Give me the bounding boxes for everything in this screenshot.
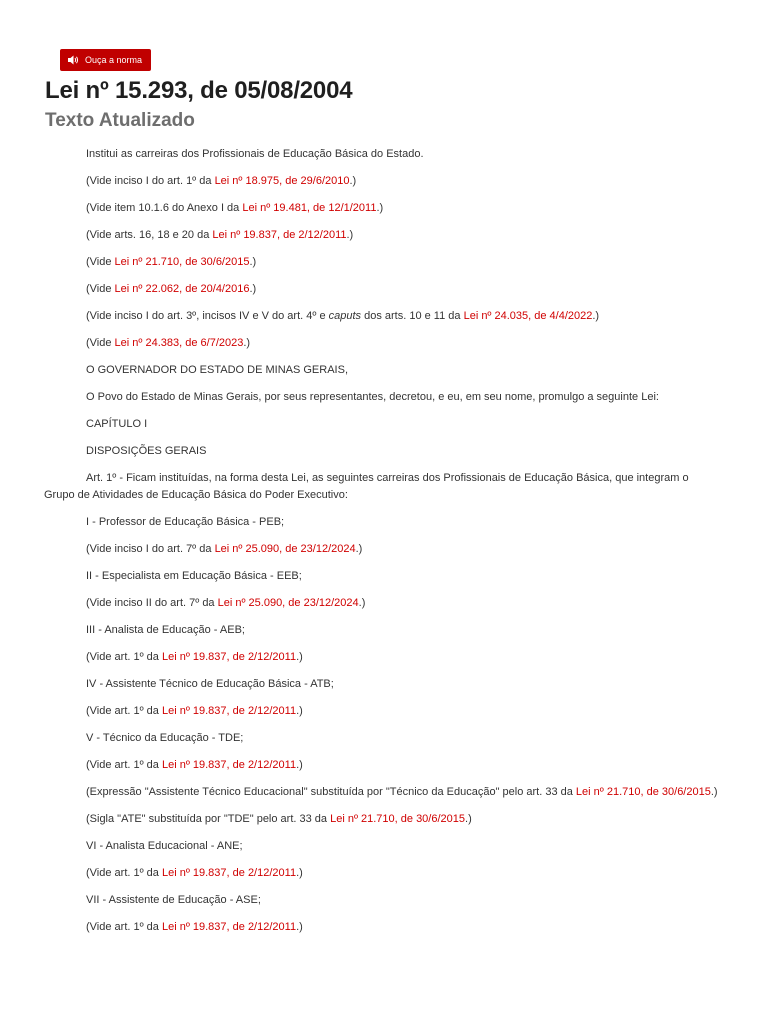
paragraph-text: .) bbox=[376, 202, 384, 214]
law-paragraph bbox=[44, 416, 720, 433]
law-reference-link[interactable]: Lei nº 19.837, de 2/12/2011 bbox=[161, 705, 297, 717]
paragraph-text: Institui as carreiras dos Profissionais de Educação Básica do Estado. bbox=[86, 148, 424, 160]
paragraph-text: (Vide inciso I do art. 1º da bbox=[86, 175, 215, 187]
paragraph-text: .) bbox=[346, 229, 354, 241]
paragraph-text: .) bbox=[358, 597, 366, 609]
law-reference-link[interactable]: Lei nº 19.837, de 2/12/2011 bbox=[212, 229, 347, 241]
paragraph-text: .) bbox=[243, 337, 251, 349]
law-paragraph bbox=[44, 227, 720, 244]
paragraph-text: Art. 1º - Ficam instituídas, na forma desta Lei, as seguintes carreiras dos Profissionais de Educação Básica, que integram o Grupo de Atividades de Educação Básica do Poder Executivo: bbox=[44, 472, 689, 501]
listen-norm-button[interactable] bbox=[60, 49, 151, 71]
paragraph-text: (Vide art. 1º da bbox=[86, 921, 162, 933]
law-reference-link[interactable]: Lei nº 21.710, de 30/6/2015 bbox=[575, 786, 711, 798]
law-paragraph bbox=[44, 568, 720, 585]
law-reference-link[interactable]: Lei nº 19.481, de 12/1/2011 bbox=[242, 202, 377, 214]
page-subtitle: Texto Atualizado bbox=[45, 110, 195, 131]
law-paragraph bbox=[44, 703, 720, 720]
law-paragraph bbox=[44, 784, 720, 801]
paragraph-text: (Sigla "ATE" substituída por "TDE" pelo art. 33 da bbox=[86, 813, 331, 825]
law-paragraph bbox=[44, 730, 720, 747]
paragraph-text: .) bbox=[296, 867, 303, 879]
paragraph-text: .) bbox=[465, 813, 472, 825]
law-paragraph bbox=[44, 649, 720, 666]
paragraph-text: .) bbox=[296, 651, 303, 663]
paragraph-text: .) bbox=[355, 543, 363, 555]
paragraph-text: O GOVERNADOR DO ESTADO DE MINAS GERAIS, bbox=[86, 364, 349, 376]
law-paragraph bbox=[44, 892, 720, 909]
paragraph-text: (Vide art. 1º da bbox=[86, 705, 162, 717]
law-paragraph bbox=[44, 308, 720, 325]
paragraph-text: (Expressão "Assistente Técnico Educacional" substituída por "Técnico da Educação" pelo art. 33 da bbox=[86, 786, 576, 798]
paragraph-text: VI - Analista Educacional - ANE; bbox=[86, 840, 243, 852]
paragraph-text: .) bbox=[296, 759, 303, 771]
law-paragraph bbox=[44, 622, 720, 639]
paragraph-text: .) bbox=[710, 786, 718, 798]
italic-text: caputs bbox=[328, 310, 362, 322]
paragraph-text: (Vide bbox=[86, 283, 115, 295]
paragraph-text: .) bbox=[249, 283, 257, 295]
law-reference-link[interactable]: Lei nº 19.837, de 2/12/2011 bbox=[161, 651, 297, 663]
paragraph-text: .) bbox=[296, 705, 303, 717]
paragraph-text: (Vide art. 1º da bbox=[86, 651, 162, 663]
law-reference-link[interactable]: Lei nº 25.090, de 23/12/2024 bbox=[217, 597, 359, 609]
speaker-icon bbox=[68, 55, 79, 65]
paragraph-text: (Vide inciso I do art. 3º, incisos IV e V do art. 4º e bbox=[86, 310, 329, 322]
paragraph-text: O Povo do Estado de Minas Gerais, por seus representantes, decretou, e eu, em seu nome, promulgo a seguinte Lei: bbox=[86, 391, 659, 403]
law-paragraph bbox=[44, 514, 720, 531]
law-paragraph bbox=[44, 389, 720, 406]
law-paragraph bbox=[44, 676, 720, 693]
paragraph-text: .) bbox=[592, 310, 600, 322]
paragraph-text: DISPOSIÇÕES GERAIS bbox=[86, 445, 207, 457]
paragraph-text: .) bbox=[296, 921, 303, 933]
paragraph-text: dos arts. 10 e 11 da bbox=[361, 310, 464, 322]
law-reference-link[interactable]: Lei nº 25.090, de 23/12/2024 bbox=[214, 543, 356, 555]
paragraph-text: (Vide arts. 16, 18 e 20 da bbox=[86, 229, 213, 241]
law-paragraph bbox=[44, 838, 720, 855]
law-reference-link[interactable]: Lei nº 19.837, de 2/12/2011 bbox=[161, 867, 297, 879]
paragraph-text: IV - Assistente Técnico de Educação Básica - ATB; bbox=[86, 678, 334, 690]
law-reference-link[interactable]: Lei nº 24.383, de 6/7/2023 bbox=[114, 337, 244, 349]
law-paragraph bbox=[44, 470, 720, 504]
law-reference-link[interactable]: Lei nº 22.062, de 20/4/2016 bbox=[114, 283, 250, 295]
law-paragraph bbox=[44, 335, 720, 352]
law-reference-link[interactable]: Lei nº 18.975, de 29/6/2010 bbox=[214, 175, 350, 187]
paragraph-text: (Vide bbox=[86, 337, 115, 349]
law-paragraph bbox=[44, 811, 720, 828]
paragraph-text: VII - Assistente de Educação - ASE; bbox=[86, 894, 261, 906]
paragraph-text: .) bbox=[249, 256, 257, 268]
law-paragraph bbox=[44, 362, 720, 379]
law-reference-link[interactable]: Lei nº 19.837, de 2/12/2011 bbox=[161, 759, 297, 771]
law-reference-link[interactable]: Lei nº 21.710, de 30/6/2015 bbox=[114, 256, 250, 268]
paragraph-text: .) bbox=[349, 175, 357, 187]
law-reference-link[interactable]: Lei nº 21.710, de 30/6/2015 bbox=[330, 813, 466, 825]
paragraph-text: (Vide item 10.1.6 do Anexo I da bbox=[86, 202, 243, 214]
law-paragraph bbox=[44, 281, 720, 298]
law-paragraph bbox=[44, 595, 720, 612]
paragraph-text: CAPÍTULO I bbox=[86, 418, 148, 430]
law-paragraph bbox=[44, 200, 720, 217]
paragraph-text: V - Técnico da Educação - TDE; bbox=[86, 732, 244, 744]
law-paragraph bbox=[44, 146, 720, 163]
paragraph-text: I - Professor de Educação Básica - PEB; bbox=[86, 516, 285, 528]
paragraph-text: (Vide bbox=[86, 256, 115, 268]
law-reference-link[interactable]: Lei nº 24.035, de 4/4/2022 bbox=[463, 310, 593, 322]
law-paragraph bbox=[44, 865, 720, 882]
law-text bbox=[44, 146, 720, 946]
law-paragraph bbox=[44, 254, 720, 271]
paragraph-text: (Vide inciso I do art. 7º da bbox=[86, 543, 215, 555]
law-paragraph bbox=[44, 173, 720, 190]
law-paragraph bbox=[44, 919, 720, 936]
paragraph-text: II - Especialista em Educação Básica - EEB; bbox=[86, 570, 302, 582]
paragraph-text: (Vide art. 1º da bbox=[86, 759, 162, 771]
paragraph-text: III - Analista de Educação - AEB; bbox=[86, 624, 245, 636]
law-paragraph bbox=[44, 541, 720, 558]
law-paragraph bbox=[44, 443, 720, 460]
listen-norm-label: Ouça a norma bbox=[85, 55, 143, 65]
page-title: Lei nº 15.293, de 05/08/2004 bbox=[45, 77, 353, 104]
paragraph-text: (Vide inciso II do art. 7º da bbox=[86, 597, 218, 609]
law-paragraph bbox=[44, 757, 720, 774]
law-reference-link[interactable]: Lei nº 19.837, de 2/12/2011 bbox=[161, 921, 297, 933]
paragraph-text: (Vide art. 1º da bbox=[86, 867, 162, 879]
